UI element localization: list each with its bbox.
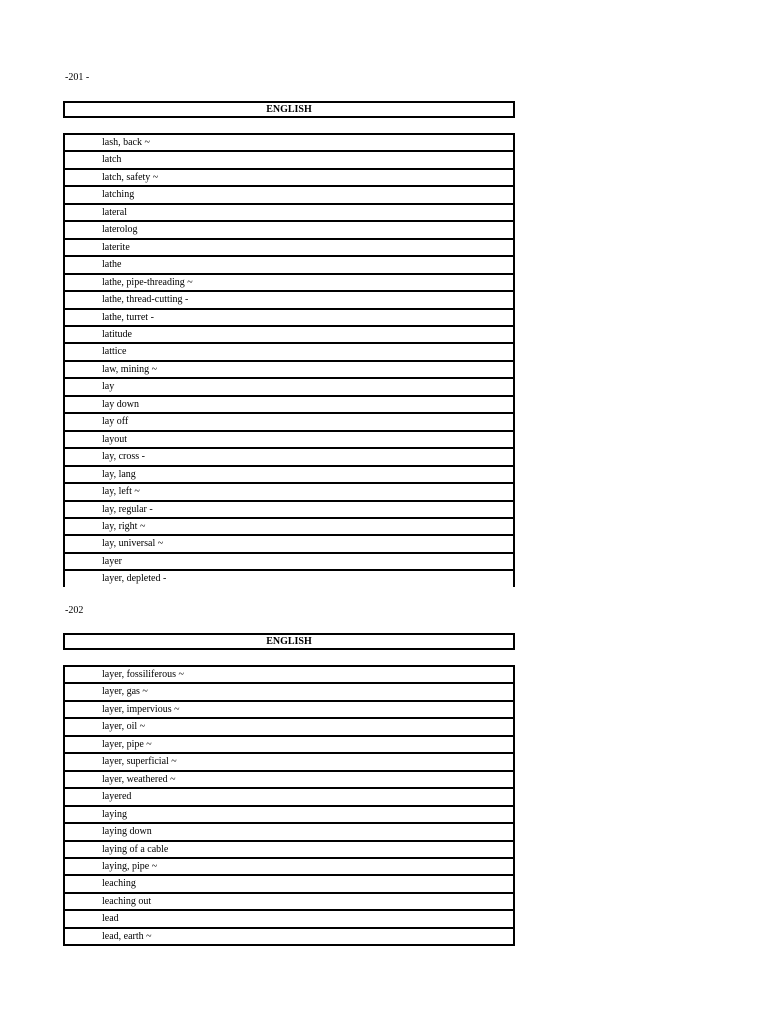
glossary-entry: leaching out <box>65 892 513 909</box>
glossary-entry: lateral <box>65 203 513 220</box>
glossary-entry: latching <box>65 185 513 202</box>
page-number: -201 - <box>65 72 90 83</box>
glossary-entry: lay <box>65 377 513 394</box>
glossary-entry: laying <box>65 805 513 822</box>
glossary-entry: lay, regular - <box>65 500 513 517</box>
glossary-entry: lay down <box>65 395 513 412</box>
glossary-entry: laying of a cable <box>65 840 513 857</box>
glossary-table <box>63 133 515 587</box>
glossary-entry: laying, pipe ~ <box>65 857 513 874</box>
glossary-entry: layer, pipe ~ <box>65 735 513 752</box>
glossary-entry: layer, impervious ~ <box>65 700 513 717</box>
glossary-entry: latch, safety ~ <box>65 168 513 185</box>
glossary-entry: lead <box>65 909 513 926</box>
glossary-entry: law, mining ~ <box>65 360 513 377</box>
glossary-entry: laterite <box>65 238 513 255</box>
page-number: -202 <box>65 605 84 616</box>
glossary-entry: lattice <box>65 342 513 359</box>
glossary-entry: lash, back ~ <box>65 133 513 150</box>
glossary-entry: layer, weathered ~ <box>65 770 513 787</box>
glossary-entry: lathe, turret - <box>65 308 513 325</box>
glossary-entry: layer, gas ~ <box>65 682 513 699</box>
glossary-entry: lay, lang <box>65 465 513 482</box>
glossary-entry: lay, universal ~ <box>65 534 513 551</box>
glossary-entry: laying down <box>65 822 513 839</box>
glossary-entry: lay off <box>65 412 513 429</box>
column-header: ENGLISH <box>63 633 515 650</box>
glossary-entry: laterolog <box>65 220 513 237</box>
glossary-entry: leaching <box>65 874 513 891</box>
glossary-entry: lathe, pipe-threading ~ <box>65 273 513 290</box>
glossary-entry: layered <box>65 787 513 804</box>
glossary-entry: lay, cross - <box>65 447 513 464</box>
glossary-table <box>63 665 515 946</box>
glossary-entry: layout <box>65 430 513 447</box>
glossary-entry: layer <box>65 552 513 569</box>
glossary-entry: latch <box>65 150 513 167</box>
glossary-entry: lathe <box>65 255 513 272</box>
glossary-entry: layer, depleted - <box>65 569 513 586</box>
glossary-entry: lathe, thread-cutting - <box>65 290 513 307</box>
column-header: ENGLISH <box>63 101 515 118</box>
glossary-entry: latitude <box>65 325 513 342</box>
glossary-entry: layer, oil ~ <box>65 717 513 734</box>
glossary-entry: lay, left ~ <box>65 482 513 499</box>
glossary-entry: lay, right ~ <box>65 517 513 534</box>
glossary-entry: lead, earth ~ <box>65 927 513 946</box>
glossary-entry: layer, superficial ~ <box>65 752 513 769</box>
glossary-entry: layer, fossiliferous ~ <box>65 665 513 682</box>
